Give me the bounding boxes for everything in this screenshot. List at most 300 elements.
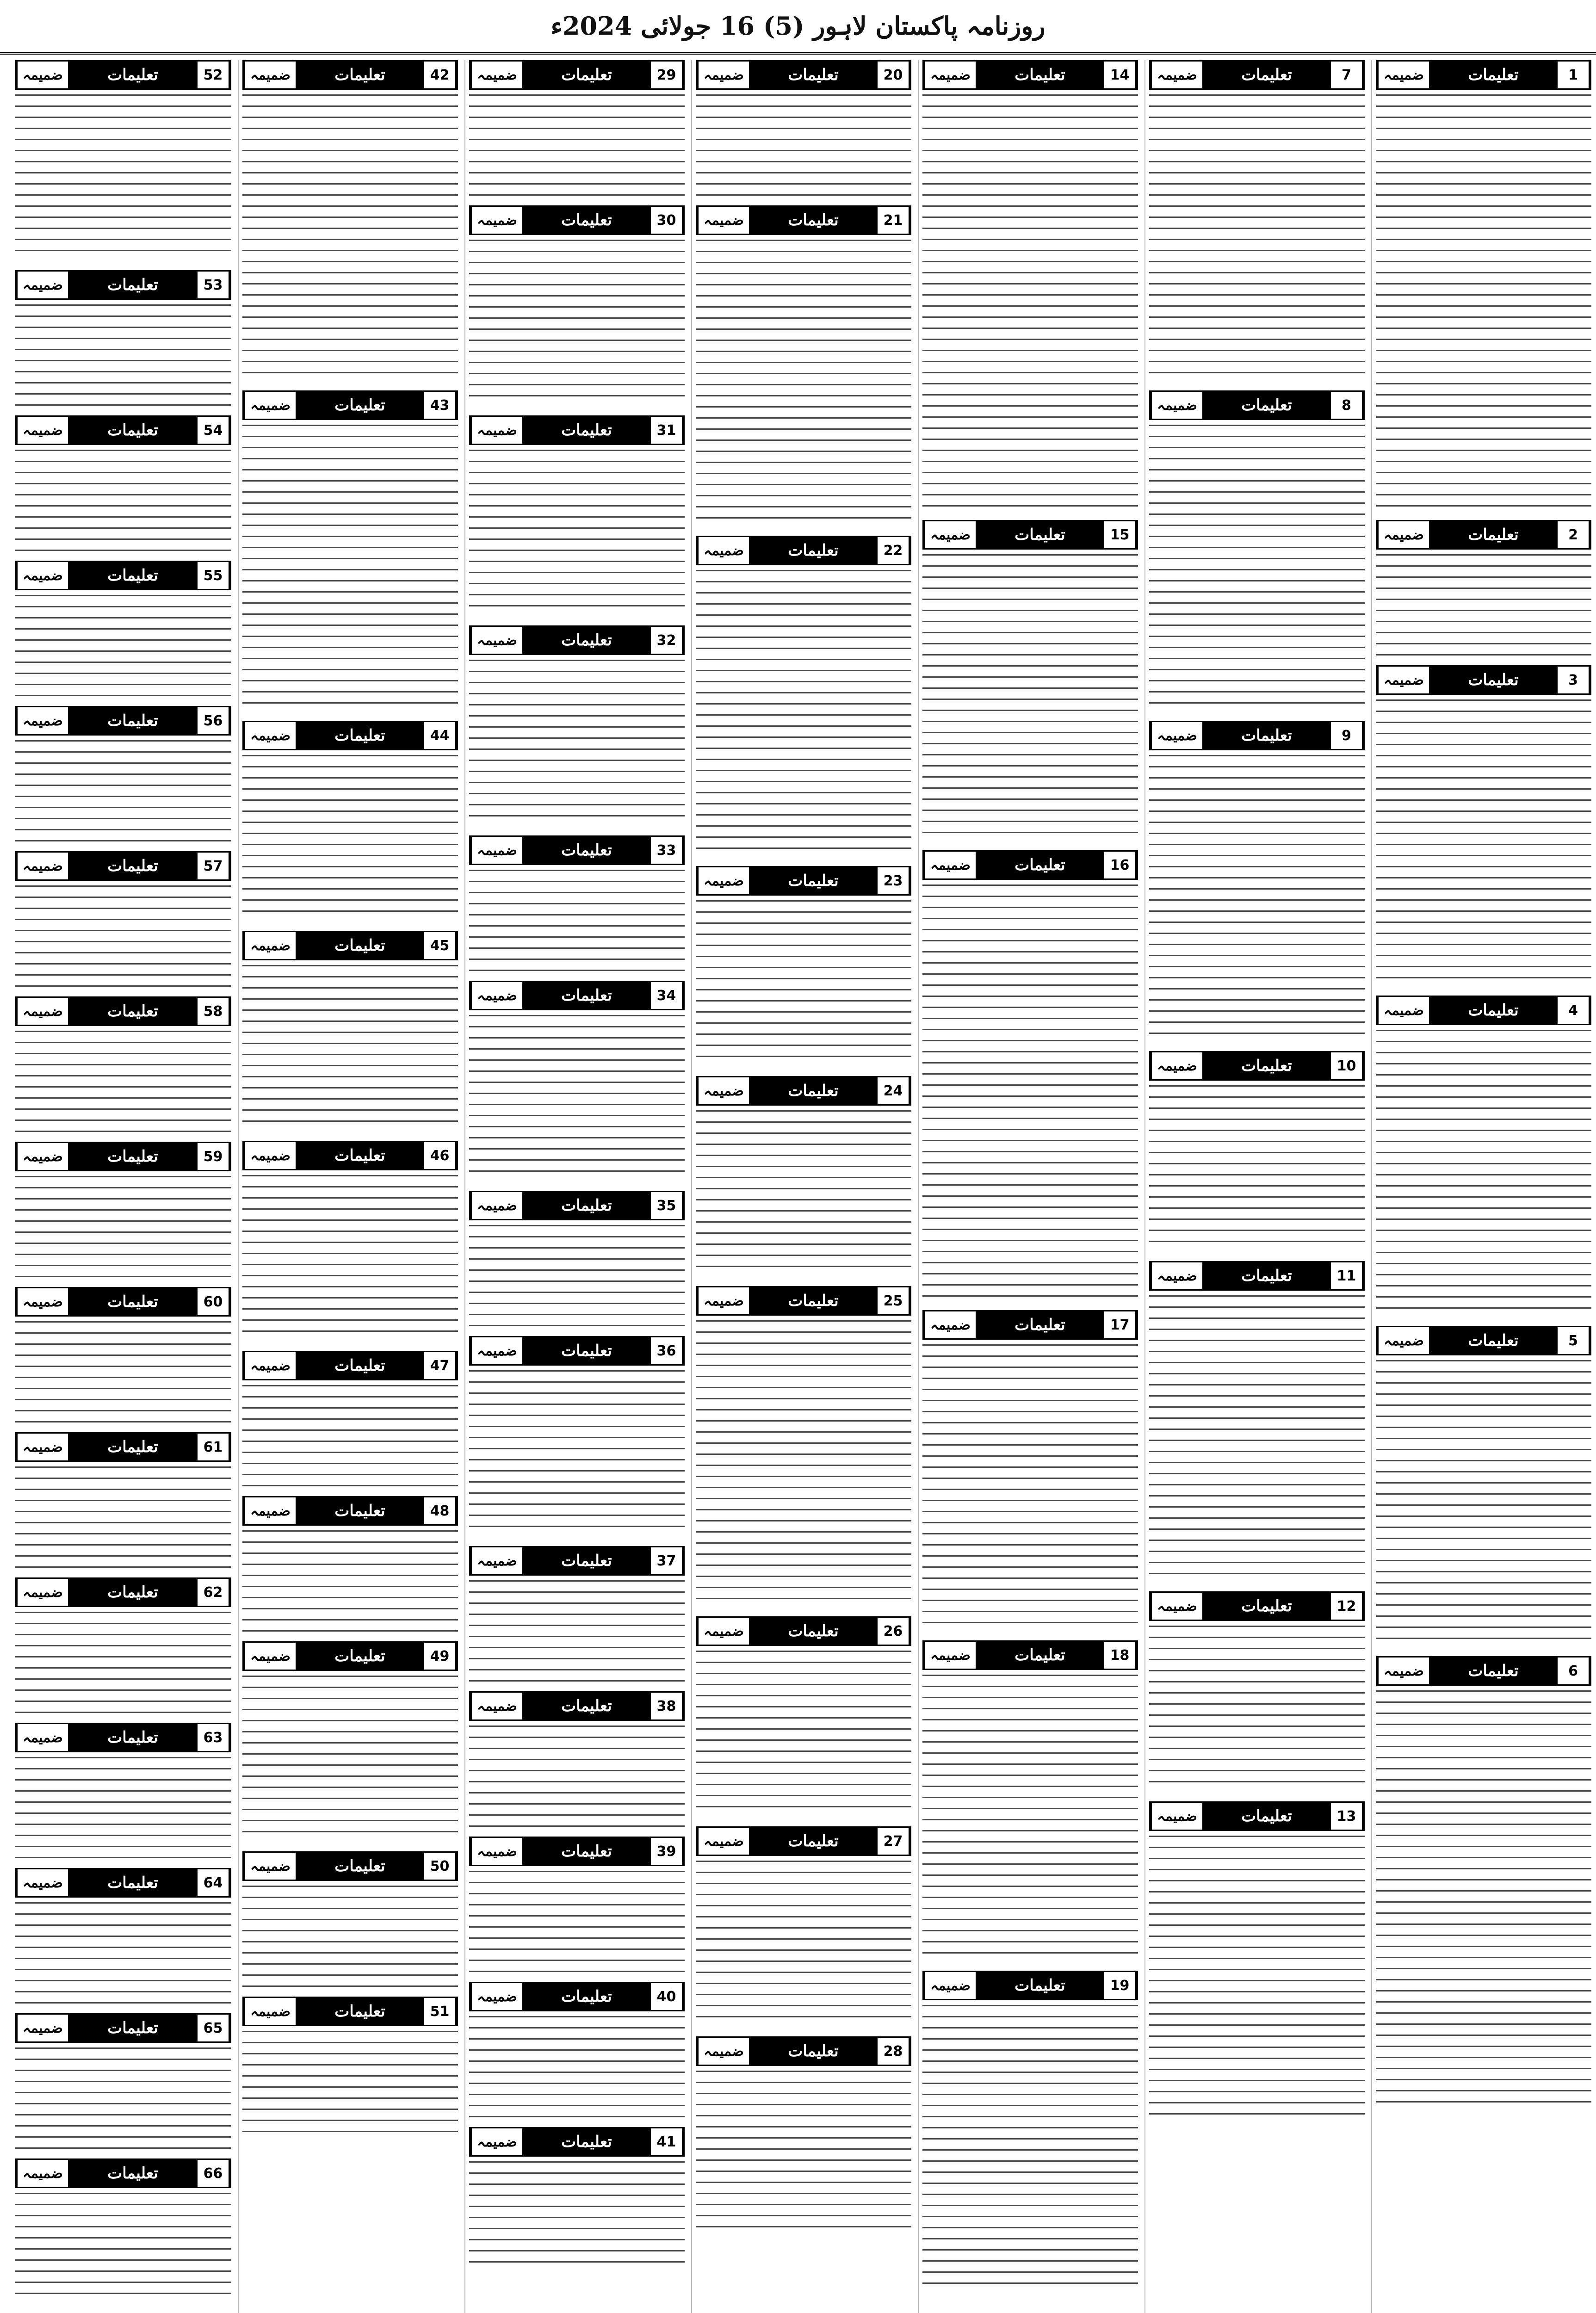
- section-label: تعلیمات: [296, 1352, 424, 1379]
- short-label: ضمیمہ: [697, 1828, 749, 1855]
- short-label: ضمیمہ: [244, 1643, 296, 1670]
- news-item: [1149, 1591, 1365, 1792]
- article-text-block: [469, 240, 685, 406]
- section-label: تعلیمات: [68, 2160, 198, 2187]
- item-number: 2: [1558, 521, 1590, 548]
- item-number: 17: [1104, 1311, 1137, 1338]
- section-label: تعلیمات: [1429, 1327, 1558, 1354]
- article-text-block: [1149, 1085, 1365, 1252]
- news-item: [696, 1076, 911, 1277]
- short-label: ضمیمہ: [1151, 62, 1202, 88]
- article-text-block: [922, 554, 1138, 841]
- short-label: ضمیمہ: [244, 62, 296, 88]
- item-number: 23: [878, 867, 910, 894]
- item-header: [696, 1826, 911, 1856]
- article-text-block: [15, 1612, 231, 1713]
- item-number: 57: [198, 853, 230, 879]
- item-number: 65: [198, 2015, 230, 2041]
- item-header: [469, 1546, 685, 1576]
- item-number: 11: [1331, 1262, 1363, 1289]
- section-label: تعلیمات: [1429, 62, 1558, 88]
- news-item: [15, 1287, 231, 1423]
- short-label: ضمیمہ: [244, 1998, 296, 2025]
- news-item: [15, 706, 231, 842]
- item-number: 22: [878, 537, 910, 564]
- section-label: تعلیمات: [522, 1337, 651, 1364]
- short-label: ضمیمہ: [470, 62, 522, 88]
- short-label: ضمیمہ: [697, 1618, 749, 1645]
- article-text-block: [696, 570, 911, 857]
- item-number: 50: [424, 1853, 457, 1880]
- short-label: ضمیمہ: [470, 1547, 522, 1574]
- news-item: [1149, 1261, 1365, 1582]
- article-text-block: [1376, 699, 1591, 986]
- short-label: ضمیمہ: [924, 1642, 976, 1669]
- item-number: 59: [198, 1143, 230, 1170]
- item-header: [922, 1310, 1138, 1340]
- item-number: 36: [651, 1337, 683, 1364]
- short-label: ضمیمہ: [16, 417, 68, 444]
- news-item: [242, 1641, 458, 1842]
- news-item: [696, 866, 911, 1067]
- item-header: [696, 1286, 911, 1316]
- item-number: 34: [651, 982, 683, 1009]
- item-header: [696, 2036, 911, 2066]
- item-header: [469, 205, 685, 235]
- item-header: [15, 1723, 231, 1752]
- item-number: 10: [1331, 1052, 1363, 1079]
- section-label: تعلیمات: [522, 2128, 651, 2155]
- news-item: [922, 1310, 1138, 1631]
- short-label: ضمیمہ: [244, 1352, 296, 1379]
- news-item: [15, 851, 231, 987]
- news-item: [1376, 1656, 1591, 2107]
- section-label: تعلیمات: [68, 272, 198, 298]
- column-4: [691, 60, 911, 2313]
- item-number: 15: [1104, 521, 1137, 548]
- short-label: ضمیمہ: [244, 932, 296, 959]
- news-item: [469, 1982, 685, 2118]
- short-label: ضمیمہ: [1151, 1052, 1202, 1079]
- section-label: تعلیمات: [522, 62, 651, 88]
- short-label: ضمیمہ: [924, 521, 976, 548]
- section-label: تعلیمات: [1202, 1052, 1331, 1079]
- item-header: [15, 2013, 231, 2043]
- item-header: [922, 520, 1138, 550]
- item-number: 39: [651, 1838, 683, 1865]
- short-label: ضمیمہ: [470, 2128, 522, 2155]
- masthead-title: روزنامہ پاکستان لاہور (5) 16 جولائی 2024ء: [551, 11, 1045, 41]
- short-label: ضمیمہ: [1377, 1657, 1429, 1684]
- article-text-block: [469, 870, 685, 971]
- article-text-block: [1376, 1030, 1591, 1317]
- item-header: [1376, 60, 1591, 90]
- news-item: [696, 205, 911, 526]
- item-header: [469, 625, 685, 655]
- item-number: 54: [198, 417, 230, 444]
- section-label: تعلیمات: [68, 853, 198, 879]
- item-header: [15, 561, 231, 590]
- section-label: تعلیمات: [68, 417, 198, 444]
- section-label: تعلیمات: [68, 1724, 198, 1751]
- item-number: 51: [424, 1998, 457, 2025]
- item-header: [1376, 1656, 1591, 1686]
- item-number: 8: [1331, 392, 1363, 419]
- short-label: ضمیمہ: [470, 1983, 522, 2010]
- section-label: تعلیمات: [68, 1869, 198, 1896]
- article-text-block: [1149, 425, 1365, 711]
- section-label: تعلیمات: [296, 1998, 424, 2025]
- item-number: 5: [1558, 1327, 1590, 1354]
- section-label: تعلیمات: [749, 537, 878, 564]
- short-label: ضمیمہ: [1151, 1593, 1202, 1620]
- column-7: [11, 60, 231, 2313]
- news-item: [242, 721, 458, 921]
- news-item: [469, 1546, 685, 1682]
- article-text-block: [1149, 1836, 1365, 2122]
- item-number: 12: [1331, 1593, 1363, 1620]
- item-number: 55: [198, 562, 230, 589]
- item-number: 9: [1331, 722, 1363, 749]
- item-header: [696, 866, 911, 896]
- short-label: ضمیمہ: [16, 272, 68, 298]
- news-item: [696, 2036, 911, 2237]
- item-number: 28: [878, 2038, 910, 2065]
- item-number: 44: [424, 722, 457, 749]
- article-text-block: [1376, 94, 1591, 511]
- section-label: تعلیمات: [1202, 1262, 1331, 1289]
- article-text-block: [469, 1580, 685, 1682]
- item-header: [469, 1336, 685, 1366]
- item-header: [922, 850, 1138, 880]
- item-number: 47: [424, 1352, 457, 1379]
- short-label: ضمیمہ: [1151, 392, 1202, 419]
- short-label: ضمیمہ: [1151, 1262, 1202, 1289]
- section-label: تعلیمات: [976, 62, 1104, 88]
- item-header: [15, 1142, 231, 1171]
- section-label: تعلیمات: [1429, 997, 1558, 1024]
- news-item: [1149, 390, 1365, 711]
- short-label: ضمیمہ: [1151, 722, 1202, 749]
- news-item: [15, 1432, 231, 1568]
- item-number: 66: [198, 2160, 230, 2187]
- item-header: [1149, 1591, 1365, 1621]
- short-label: ضمیمہ: [924, 852, 976, 878]
- article-text-block: [696, 94, 911, 196]
- item-header: [696, 536, 911, 565]
- item-header: [469, 415, 685, 445]
- item-header: [242, 1496, 458, 1526]
- short-label: ضمیمہ: [1377, 1327, 1429, 1354]
- article-text-block: [922, 1344, 1138, 1631]
- section-label: تعلیمات: [296, 392, 424, 419]
- item-header: [469, 1837, 685, 1866]
- section-label: تعلیمات: [296, 932, 424, 959]
- article-text-block: [469, 450, 685, 616]
- news-item: [242, 931, 458, 1132]
- item-header: [696, 205, 911, 235]
- news-item: [242, 1496, 458, 1632]
- section-label: تعلیمات: [522, 207, 651, 234]
- section-label: تعلیمات: [749, 2038, 878, 2065]
- article-text-block: [1376, 1690, 1591, 2107]
- article-text-block: [1376, 554, 1591, 656]
- section-label: تعلیمات: [1202, 1803, 1331, 1830]
- item-header: [242, 1351, 458, 1380]
- article-text-block: [15, 2193, 231, 2294]
- item-header: [469, 835, 685, 865]
- article-text-block: [1376, 1360, 1591, 1647]
- short-label: ضمیمہ: [16, 853, 68, 879]
- item-number: 61: [198, 1434, 230, 1460]
- short-label: ضمیمہ: [244, 722, 296, 749]
- section-label: تعلیمات: [68, 1143, 198, 1170]
- article-text-block: [922, 884, 1138, 1301]
- section-label: تعلیمات: [522, 1192, 651, 1219]
- section-label: تعلیمات: [749, 867, 878, 894]
- news-item: [1149, 1051, 1365, 1252]
- short-label: ضمیمہ: [244, 392, 296, 419]
- section-label: تعلیمات: [1202, 722, 1331, 749]
- article-text-block: [696, 1651, 911, 1817]
- article-text-block: [242, 1886, 458, 1987]
- short-label: ضمیمہ: [244, 1497, 296, 1524]
- section-label: تعلیمات: [296, 1142, 424, 1169]
- short-label: ضمیمہ: [244, 1853, 296, 1880]
- news-item: [242, 1351, 458, 1487]
- section-label: تعلیمات: [976, 1311, 1104, 1338]
- item-header: [1149, 721, 1365, 750]
- item-number: 60: [198, 1288, 230, 1315]
- short-label: ضمیمہ: [16, 707, 68, 734]
- item-header: [696, 1076, 911, 1106]
- item-header: [469, 1191, 685, 1220]
- section-label: تعلیمات: [749, 62, 878, 88]
- article-text-block: [15, 1757, 231, 1859]
- article-text-block: [15, 304, 231, 406]
- article-text-block: [242, 1385, 458, 1487]
- item-number: 35: [651, 1192, 683, 1219]
- short-label: ضمیمہ: [16, 1869, 68, 1896]
- news-item: [922, 1640, 1138, 1961]
- news-item: [242, 1997, 458, 2133]
- news-item: [15, 1142, 231, 1278]
- news-item: [469, 60, 685, 196]
- news-item: [922, 520, 1138, 841]
- item-header: [15, 851, 231, 881]
- short-label: ضمیمہ: [697, 867, 749, 894]
- news-item: [242, 1851, 458, 1987]
- item-number: 64: [198, 1869, 230, 1896]
- news-item: [15, 2013, 231, 2149]
- news-item: [15, 1723, 231, 1859]
- section-label: تعلیمات: [296, 1643, 424, 1670]
- item-header: [242, 931, 458, 960]
- section-label: تعلیمات: [522, 1983, 651, 2010]
- news-item: [1376, 996, 1591, 1317]
- item-number: 19: [1104, 1972, 1137, 1999]
- item-header: [242, 390, 458, 420]
- item-header: [696, 60, 911, 90]
- item-header: [1149, 1801, 1365, 1831]
- short-label: ضمیمہ: [16, 1724, 68, 1751]
- short-label: ضمیمہ: [697, 2038, 749, 2065]
- item-number: 21: [878, 207, 910, 234]
- short-label: ضمیمہ: [1377, 521, 1429, 548]
- news-item: [469, 625, 685, 826]
- short-label: ضمیمہ: [470, 1337, 522, 1364]
- short-label: ضمیمہ: [470, 1838, 522, 1865]
- column-5: [464, 60, 685, 2313]
- news-item: [1376, 665, 1591, 986]
- news-item: [469, 835, 685, 971]
- section-label: تعلیمات: [522, 1693, 651, 1719]
- article-text-block: [1149, 755, 1365, 1042]
- article-text-block: [1149, 1626, 1365, 1792]
- item-header: [15, 1287, 231, 1317]
- section-label: تعلیمات: [68, 1434, 198, 1460]
- article-text-block: [242, 425, 458, 711]
- section-label: تعلیمات: [976, 1972, 1104, 1999]
- section-label: تعلیمات: [68, 1579, 198, 1606]
- section-label: تعلیمات: [68, 562, 198, 589]
- section-label: تعلیمات: [749, 1077, 878, 1104]
- short-label: ضمیمہ: [16, 62, 68, 88]
- news-item: [242, 60, 458, 381]
- column-3: [918, 60, 1138, 2313]
- short-label: ضمیمہ: [924, 1311, 976, 1338]
- article-text-block: [242, 755, 458, 921]
- item-number: 25: [878, 1287, 910, 1314]
- news-item: [15, 415, 231, 551]
- item-header: [15, 1577, 231, 1607]
- article-text-block: [696, 240, 911, 526]
- item-header: [15, 996, 231, 1026]
- article-text-block: [922, 1675, 1138, 1961]
- news-item: [922, 850, 1138, 1301]
- article-text-block: [469, 1871, 685, 1973]
- item-number: 62: [198, 1579, 230, 1606]
- section-label: تعلیمات: [522, 627, 651, 654]
- item-header: [15, 415, 231, 445]
- news-item: [242, 390, 458, 711]
- article-text-block: [15, 1031, 231, 1132]
- article-text-block: [15, 94, 231, 261]
- section-label: تعلیمات: [749, 1287, 878, 1314]
- item-header: [922, 60, 1138, 90]
- item-number: 7: [1331, 62, 1363, 88]
- short-label: ضمیمہ: [1151, 1803, 1202, 1830]
- news-item: [15, 1868, 231, 2004]
- item-number: 24: [878, 1077, 910, 1104]
- news-item: [696, 60, 911, 196]
- short-label: ضمیمہ: [16, 998, 68, 1025]
- news-item: [15, 1577, 231, 1713]
- news-item: [1376, 520, 1591, 656]
- article-text-block: [15, 1466, 231, 1568]
- news-item: [1149, 60, 1365, 381]
- item-number: 45: [424, 932, 457, 959]
- article-text-block: [242, 1175, 458, 1342]
- short-label: ضمیمہ: [470, 982, 522, 1009]
- item-header: [469, 2127, 685, 2157]
- item-header: [15, 60, 231, 90]
- section-label: تعلیمات: [1202, 392, 1331, 419]
- article-text-block: [15, 885, 231, 987]
- section-label: تعلیمات: [1429, 667, 1558, 693]
- item-number: 27: [878, 1828, 910, 1855]
- item-header: [1376, 520, 1591, 550]
- item-header: [1149, 390, 1365, 420]
- section-label: تعلیمات: [522, 1547, 651, 1574]
- short-label: ضمیمہ: [1377, 997, 1429, 1024]
- item-header: [242, 721, 458, 750]
- item-header: [1149, 60, 1365, 90]
- article-text-block: [469, 1225, 685, 1327]
- article-text-block: [242, 2031, 458, 2133]
- news-item: [15, 996, 231, 1132]
- news-item: [1376, 1326, 1591, 1647]
- news-item: [922, 1971, 1138, 2292]
- item-number: 26: [878, 1618, 910, 1645]
- section-label: تعلیمات: [1202, 62, 1331, 88]
- item-header: [469, 1691, 685, 1721]
- item-header: [696, 1616, 911, 1646]
- item-number: 43: [424, 392, 457, 419]
- section-label: تعلیمات: [296, 722, 424, 749]
- section-label: تعلیمات: [68, 998, 198, 1025]
- article-text-block: [15, 450, 231, 551]
- section-label: تعلیمات: [68, 1288, 198, 1315]
- news-item: [469, 2127, 685, 2263]
- section-label: تعلیمات: [1202, 1593, 1331, 1620]
- section-label: تعلیمات: [522, 1838, 651, 1865]
- news-item: [1376, 60, 1591, 511]
- item-number: 20: [878, 62, 910, 88]
- section-label: تعلیمات: [68, 2015, 198, 2041]
- short-label: ضمیمہ: [1377, 62, 1429, 88]
- article-text-block: [15, 740, 231, 842]
- item-header: [15, 706, 231, 736]
- column-2: [1144, 60, 1365, 2313]
- item-header: [15, 1432, 231, 1462]
- item-number: 48: [424, 1497, 457, 1524]
- section-label: تعلیمات: [976, 521, 1104, 548]
- article-text-block: [1149, 94, 1365, 381]
- section-label: تعلیمات: [1429, 1657, 1558, 1684]
- news-item: [469, 981, 685, 1181]
- short-label: ضمیمہ: [924, 62, 976, 88]
- article-text-block: [242, 965, 458, 1132]
- short-label: ضمیمہ: [470, 1192, 522, 1219]
- short-label: ضمیمہ: [470, 627, 522, 654]
- news-item: [469, 1191, 685, 1327]
- section-label: تعلیمات: [976, 852, 1104, 878]
- item-header: [15, 1868, 231, 1898]
- item-number: 46: [424, 1142, 457, 1169]
- news-item: [469, 415, 685, 616]
- article-text-block: [1149, 1295, 1365, 1582]
- item-header: [1376, 665, 1591, 695]
- section-label: تعلیمات: [522, 417, 651, 444]
- item-number: 38: [651, 1693, 683, 1719]
- short-label: ضمیمہ: [697, 207, 749, 234]
- article-text-block: [15, 595, 231, 697]
- article-text-block: [469, 1725, 685, 1827]
- section-label: تعلیمات: [749, 1828, 878, 1855]
- news-item: [15, 270, 231, 406]
- column-1: [1371, 60, 1591, 2313]
